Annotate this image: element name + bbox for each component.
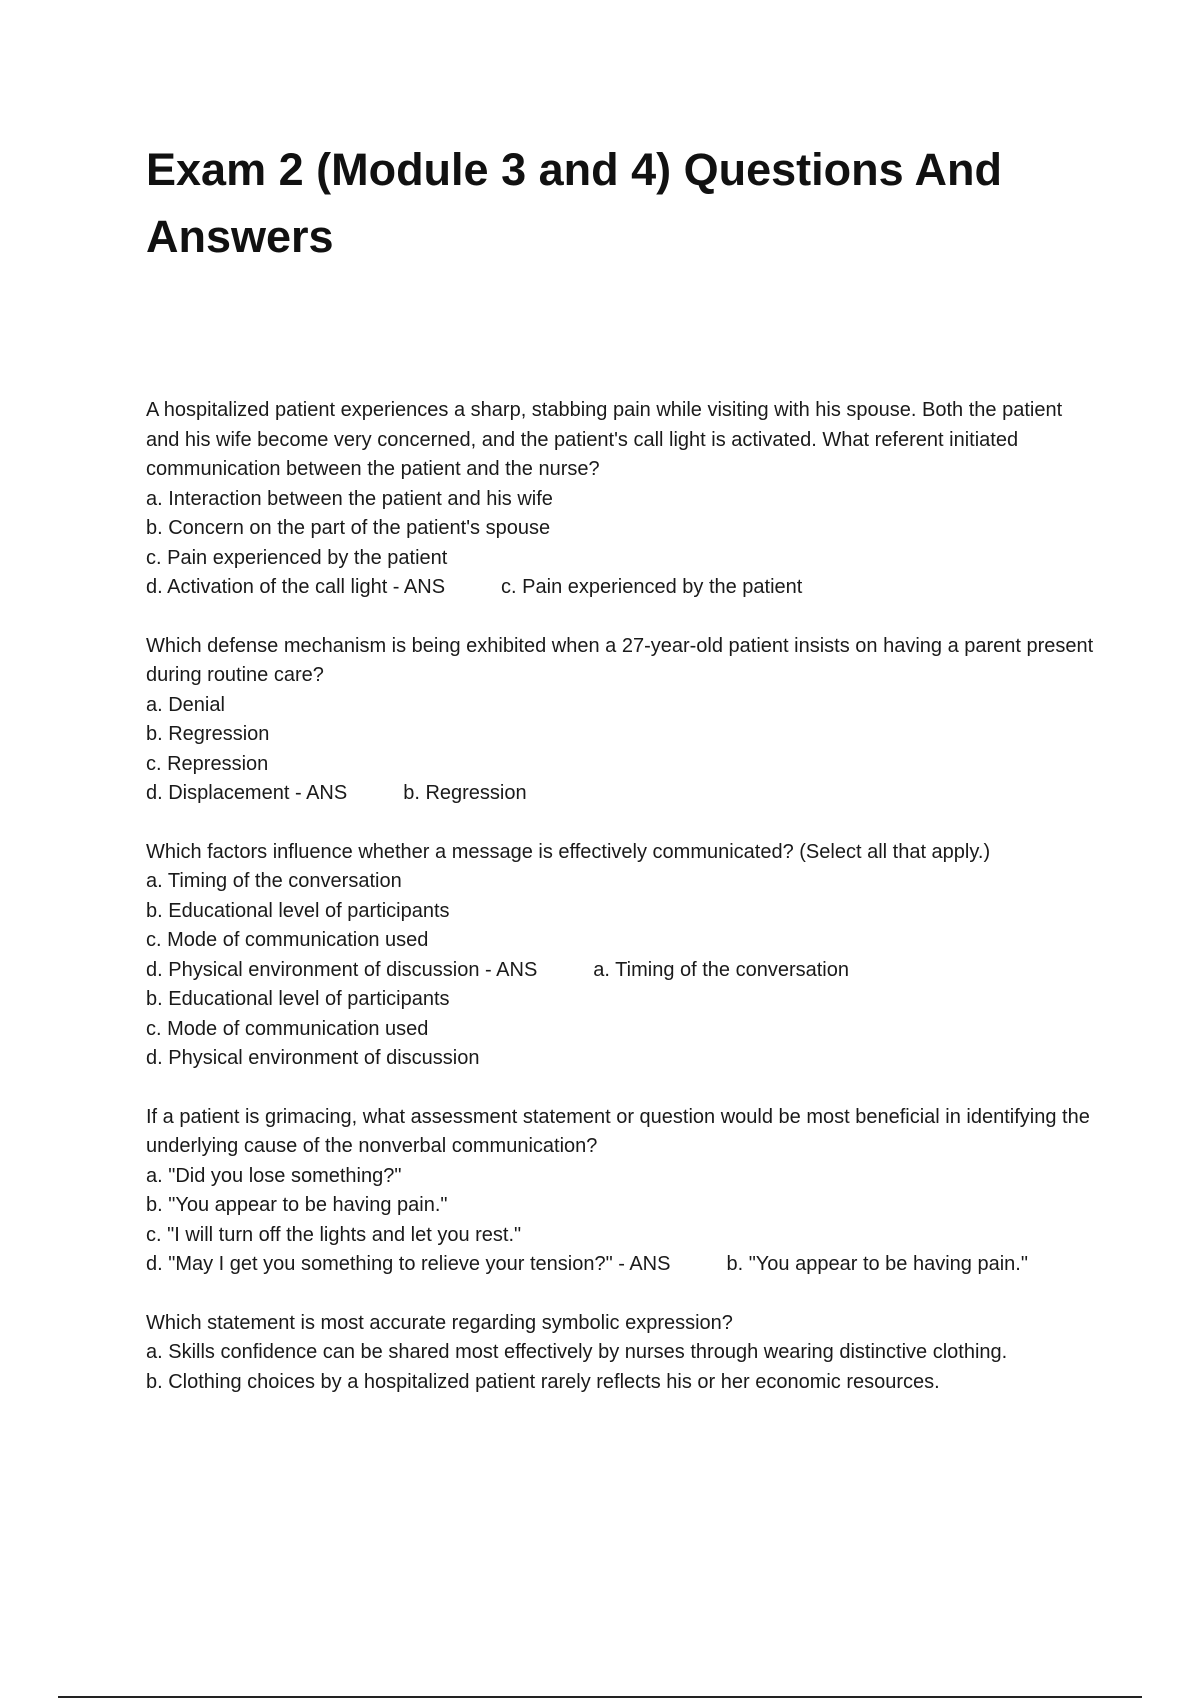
answer-option: a. Skills confidence can be shared most effectively by nurses through wearing distinctive clothing.	[146, 1341, 1008, 1363]
correct-answer: b. "You appear to be having pain."	[726, 1253, 1028, 1275]
question-item	[146, 1103, 1096, 1280]
question-item	[146, 1309, 1096, 1398]
answer-option: a. Interaction between the patient and his wife	[146, 487, 553, 510]
question-item	[146, 838, 1096, 1074]
answer-option: c. Repression	[146, 752, 269, 775]
question-stem: If a patient is grimacing, what assessment statement or question would be most beneficial in identifying the underlying cause of the nonverbal communication?	[146, 1105, 1096, 1157]
answer-option: b. Clothing choices by a hospitalized patient rarely reflects his or her economic resources.	[146, 1370, 940, 1393]
question-list	[146, 396, 1099, 1426]
footer-divider	[58, 1696, 1142, 1698]
answer-option-with-key	[146, 779, 1096, 809]
correct-answer: b. Regression	[403, 782, 527, 804]
answer-option: d. Physical environment of discussion - ANS	[146, 958, 538, 981]
question-stem: Which statement is most accurate regarding symbolic expression?	[146, 1311, 733, 1334]
answer-option-with-key	[146, 1250, 1096, 1280]
answer-option-with-key	[146, 573, 1096, 603]
question-stem: Which factors influence whether a message is effectively communicated? (Select all that apply.)	[146, 840, 991, 863]
correct-answer: a. Timing of the conversation	[593, 958, 849, 981]
answer-option: a. "Did you lose something?"	[146, 1164, 402, 1187]
answer-option: b. Educational level of participants	[146, 899, 450, 922]
answer-option: a. Denial	[146, 693, 225, 716]
correct-answer: c. Mode of communication used	[146, 1017, 429, 1040]
correct-answer: c. Pain experienced by the patient	[501, 576, 803, 598]
answer-option: b. Concern on the part of the patient's spouse	[146, 517, 551, 539]
answer-option-with-key	[146, 956, 1096, 986]
answer-option: c. "I will turn off the lights and let you rest."	[146, 1223, 522, 1246]
correct-answer: d. Physical environment of discussion	[146, 1047, 480, 1069]
answer-option: c. Pain experienced by the patient	[146, 546, 448, 569]
answer-option: d. Activation of the call light - ANS	[146, 576, 446, 598]
answer-option: b. Regression	[146, 723, 270, 745]
correct-answer: b. Educational level of participants	[146, 988, 450, 1010]
answer-option: d. Displacement - ANS	[146, 782, 348, 804]
question-stem: Which defense mechanism is being exhibited when a 27-year-old patient insists on having a parent present during routine care?	[146, 634, 1099, 686]
document-title: Exam 2 (Module 3 and 4) Questions And Answers	[146, 144, 1002, 262]
question-item	[146, 396, 1096, 603]
answer-option: b. "You appear to be having pain."	[146, 1194, 448, 1216]
answer-option: d. "May I get you something to relieve your tension?" - ANS	[146, 1253, 671, 1275]
answer-option: a. Timing of the conversation	[146, 870, 402, 892]
answer-option: c. Mode of communication used	[146, 929, 429, 951]
question-stem: A hospitalized patient experiences a sharp, stabbing pain while visiting with his spouse. Both the patient and his wife become very concerned, and the patient's call light is activated. What referent initiated communication between the patient and the nurse?	[146, 399, 1068, 480]
question-item	[146, 632, 1099, 809]
